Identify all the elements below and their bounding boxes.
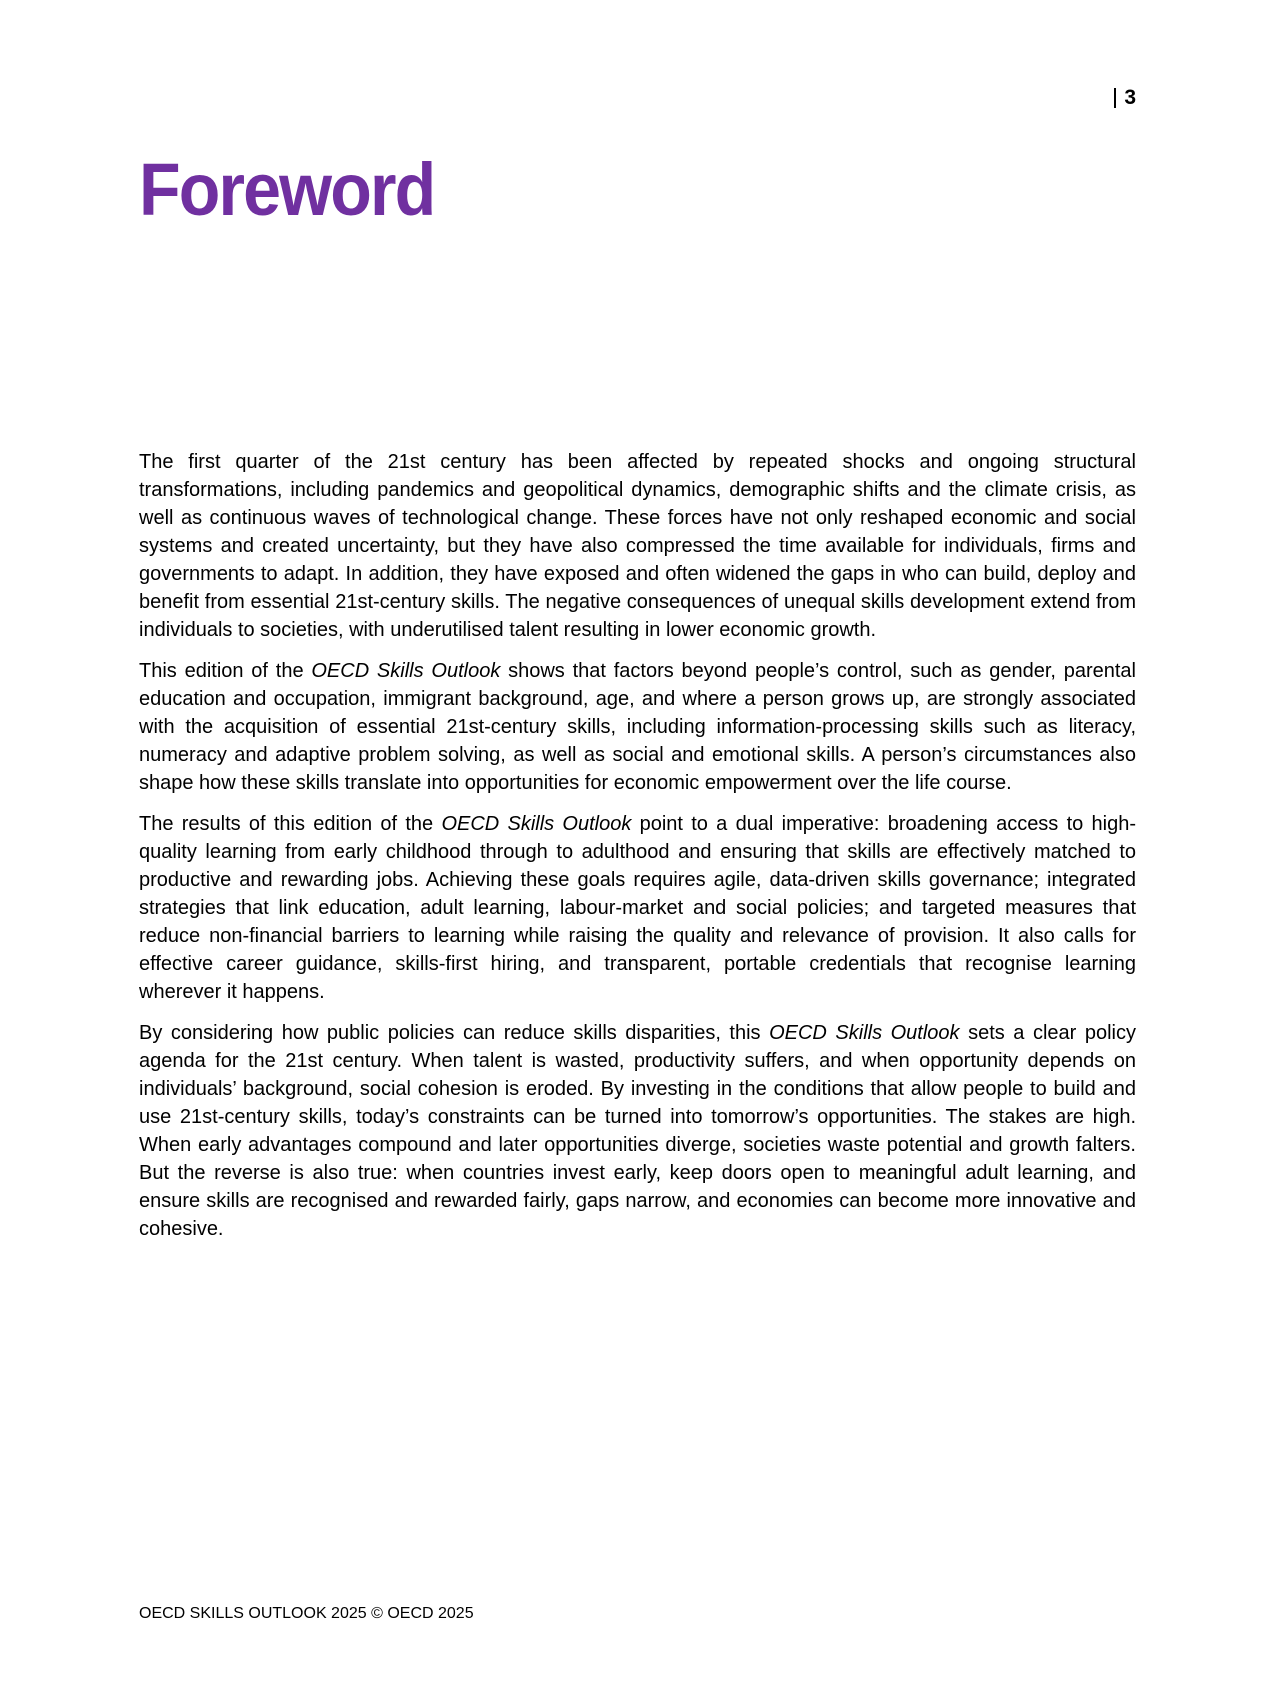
paragraph-4 [139,1019,1136,1243]
paragraph-1 [139,448,1136,644]
publication-title: OECD Skills Outlook [311,660,501,682]
paragraph-2-text-b: shows that factors beyond people’s control, such as gender, parental education and occupation, immigrant background, age, and where a person grows up, are strongly associated with the acquisition of essential 21st-century skills, including information-processing skills such as literacy, numeracy and adaptive problem solving, as well as social and emotional skills. A person’s circumstances also shape how these skills translate into opportunities for economic empowerment over the life course. [139,660,1136,794]
paragraph-4-text-b: sets a clear policy agenda for the 21st century. When talent is wasted, productivity suffers, and when opportunity depends on individuals’ background, social cohesion is eroded. By investing in the conditions that allow people to build and use 21st-century skills, today’s constraints can be turned into tomorrow’s opportunities. The stakes are high. When early advantages compound and later opportunities diverge, societies waste potential and growth falters. But the reverse is also true: when countries invest early, keep doors open to meaningful adult learning, and ensure skills are recognised and rewarded fairly, gaps narrow, and economies can become more innovative and cohesive. [139,1022,1136,1240]
page-number-separator [1114,88,1116,108]
paragraph-2-text-a: This edition of the [139,660,312,682]
page-number-value: 3 [1124,86,1136,109]
publication-title: OECD Skills Outlook [769,1022,960,1044]
foreword-body [139,448,1136,1256]
page-title: Foreword [139,148,435,231]
paragraph-3-text-a: The results of this edition of the [139,813,442,835]
page-footer: OECD SKILLS OUTLOOK 2025 © OECD 2025 [139,1605,474,1622]
paragraph-4-text-a: By considering how public policies can reduce skills disparities, this [139,1022,770,1044]
publication-title: OECD Skills Outlook [441,813,632,835]
paragraph-3-text-b: point to a dual imperative: broadening access to high-quality learning from early childhood through to adulthood and ensuring that skills are effectively matched to productive and rewarding jobs. Achieving these goals requires agile, data-driven skills governance; integrated strategies that link education, adult learning, labour-market and social policies; and targeted measures that reduce non-financial barriers to learning while raising the quality and relevance of provision. It also calls for effective career guidance, skills-first hiring, and transparent, portable credentials that recognise learning wherever it happens. [139,813,1136,1003]
page-number [1114,86,1136,110]
paragraph-3 [139,810,1136,1006]
paragraph-1-text: The first quarter of the 21st century has been affected by repeated shocks and ongoing structural transformations, including pandemics and geopolitical dynamics, demographic shifts and the climate crisis, as well as continuous waves of technological change. These forces have not only reshaped economic and social systems and created uncertainty, but they have also compressed the time available for individuals, firms and governments to adapt. In addition, they have exposed and often widened the gaps in who can build, deploy and benefit from essential 21st-century skills. The negative consequences of unequal skills development extend from individuals to societies, with underutilised talent resulting in lower economic growth. [139,451,1136,641]
paragraph-2 [139,657,1136,797]
